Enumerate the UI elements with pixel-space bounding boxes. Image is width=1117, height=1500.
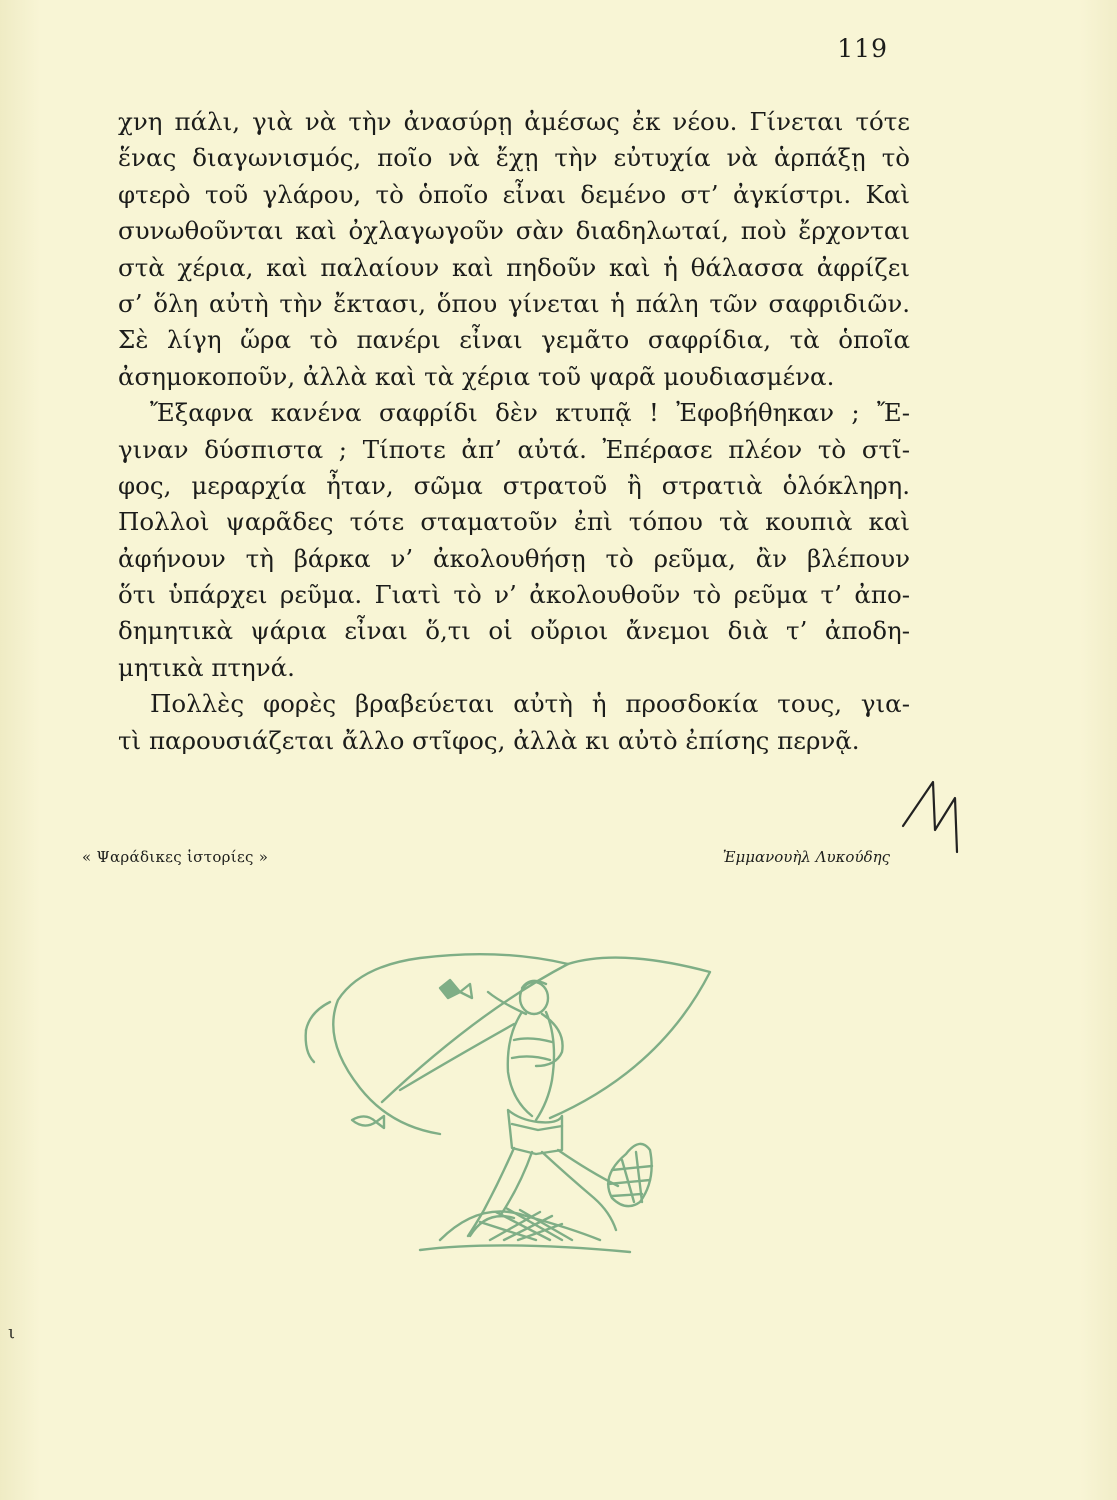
text-line: στὰ χέρια, καὶ παλαίουν καὶ πηδοῦν καὶ ἡ θάλασσα ἀφρίζει xyxy=(118,252,910,282)
text-line: ἀσημοκοποῦν, ἀλλὰ καὶ τὰ χέρια τοῦ ψαρᾶ μουδιασμένα. xyxy=(118,361,835,391)
body-text xyxy=(118,104,910,759)
text-line: μητικὰ πτηνά. xyxy=(118,652,295,682)
text-line: Πολλοὶ ψαρᾶδες τότε σταματοῦν ἐπὶ τόπου τὰ κουπιὰ καὶ xyxy=(118,507,910,537)
handwritten-initials-icon xyxy=(899,768,991,856)
text-line: φτερὸ τοῦ γλάρου, τὸ ὁποῖο εἶναι δεμένο στ’ ἀγκίστρι. Καὶ xyxy=(118,179,910,209)
text-line: σ’ ὅλη αὐτὴ τὴν ἔκτασι, ὅπου γίνεται ἡ πάλη τῶν σαφριδιῶν. xyxy=(118,288,910,318)
text-line: ὅτι ὑπάρχει ρεῦμα. Γιατὶ τὸ ν’ ἀκολουθοῦν τὸ ρεῦμα τ’ ἀπο- xyxy=(118,580,910,610)
citation xyxy=(82,848,890,872)
text-line: δημητικὰ ψάρια εἶναι ὅ,τι οἱ οὔριοι ἄνεμοι διὰ τ’ ἀποδη- xyxy=(118,616,910,646)
fisherman-casting-line-icon xyxy=(300,940,740,1260)
text-line: γιναν δύσπιστα ; Τίποτε ἀπ’ αὐτά. Ἐπέρασε πλέον τὸ στῖ- xyxy=(118,434,910,464)
page-number: 119 xyxy=(837,34,888,63)
text-line: ἕνας διαγωνισμός, ποῖο νὰ ἔχῃ τὴν εὐτυχία νὰ ἁρπάξῃ τὸ xyxy=(118,143,910,173)
text-line: Σὲ λίγη ὥρα τὸ πανέρι εἶναι γεμᾶτο σαφρίδια, τὰ ὁποῖα xyxy=(118,325,910,355)
text-line: χνη πάλι, γιὰ νὰ τὴν ἀνασύρῃ ἀμέσως ἐκ νέου. Γίνεται τότε xyxy=(118,107,910,136)
margin-mark: ι xyxy=(8,1322,16,1343)
text-line: τὶ παρουσιάζεται ἄλλο στῖφος, ἀλλὰ κι αὐτὸ ἐπίσης περνᾷ. xyxy=(118,725,860,755)
text-line: φος, μεραρχία ἦταν, σῶμα στρατοῦ ἢ στρατιὰ ὁλόκληρη. xyxy=(118,470,910,500)
text-line: Ἔξαφνα κανένα σαφρίδι δὲν κτυπᾷ ! Ἐφοβήθηκαν ; Ἔ- xyxy=(150,398,910,428)
source-author: Ἐμμανουὴλ Λυκούδης xyxy=(722,848,890,866)
text-line: ἀφήνουν τὴ βάρκα ν’ ἀκολουθήσῃ τὸ ρεῦμα, ἂν βλέπουν xyxy=(118,543,910,573)
text-line: συνωθοῦνται καὶ ὀχλαγωγοῦν σὰν διαδηλωταί, ποὺ ἔρχονται xyxy=(118,216,910,246)
source-book-title: « Ψαράδικες ἱστορίες » xyxy=(82,848,269,866)
text-line: Πολλὲς φορὲς βραβεύεται αὐτὴ ἡ προσδοκία τους, για- xyxy=(150,689,910,719)
